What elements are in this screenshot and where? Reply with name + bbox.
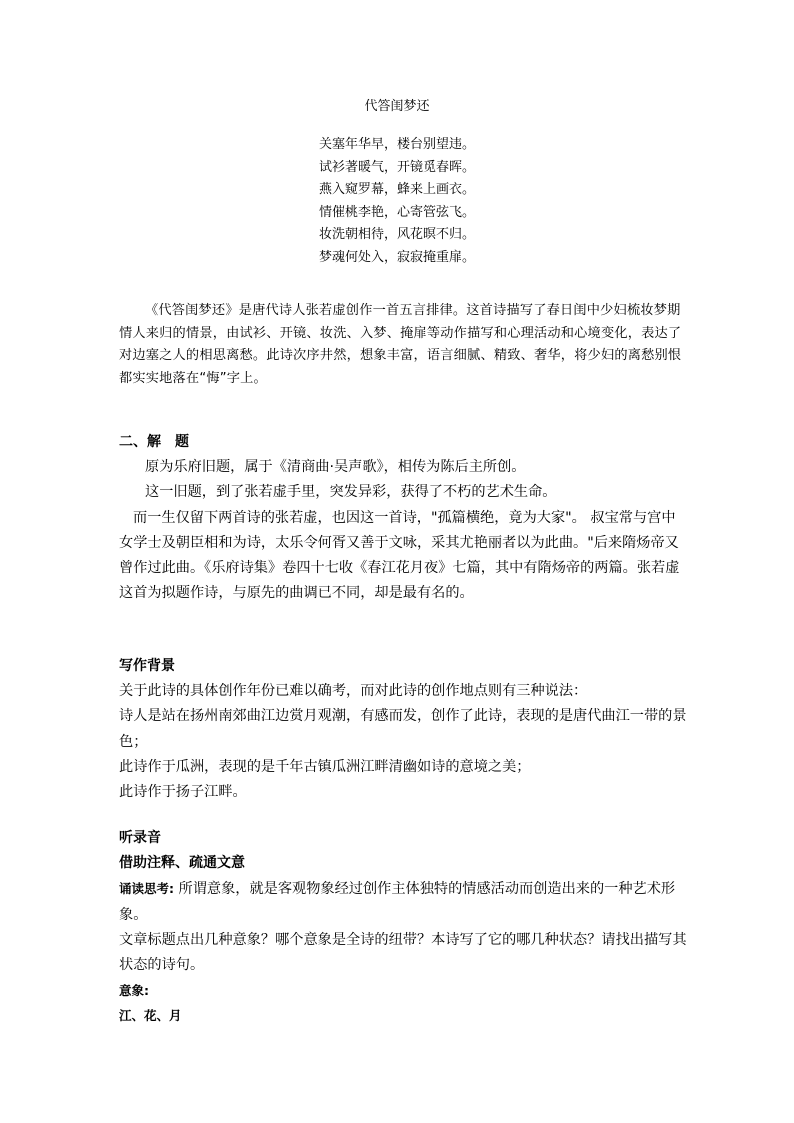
paragraph: 诗人是站在扬州南郊曲江边赏月观潮，有感而发，创作了此诗，表现的是唐代曲江一带的景色；: [119, 708, 687, 750]
intro-section: [119, 300, 687, 390]
paragraph: 此诗作于瓜洲，表现的是千年古镇瓜洲江畔清幽如诗的意境之美；: [119, 758, 531, 775]
imagery-items: 江、花、月: [119, 1008, 182, 1024]
section-background: [119, 654, 689, 805]
paragraph: 此诗作于扬子江畔。: [119, 784, 247, 801]
paragraph: 这一旧题，到了张若虚手里，突发异彩，获得了不朽的艺术生命。: [145, 484, 557, 501]
poem-line: 梦魂何处入，寂寂掩重扉。: [318, 249, 475, 265]
poem-body: [0, 134, 794, 269]
section-heading: 二、解 题: [119, 434, 189, 450]
section-listening: [119, 826, 689, 1029]
paragraph: 关于此诗的具体创作年份已难以确考，而对此诗的创作地点则有三种说法：: [119, 683, 588, 700]
paragraph: [119, 876, 689, 927]
poem-line: 妆洗朝相待，风花暝不归。: [318, 227, 475, 242]
poem-title: 代答闺梦还: [364, 99, 430, 114]
paragraph: 而一生仅留下两首诗的张若虚，也因这一首诗，"孤篇横绝，竟为大家"。 叔宝常与宫中女学士及朝臣相和为诗，太乐令何胥又善于文咏，采其尤艳丽者以为此曲。"后来隋炀帝又曾作过此曲。《乐府诗集》卷四十七收《春江花月夜》七篇，其中有隋炀帝的两篇。张若虚这首为拟题作诗，与原先的曲调已不同，却是最有名的。: [119, 509, 680, 602]
poem-line: 关塞年华早，楼台别望违。: [318, 137, 475, 152]
section-subheading: 借助注释、疏通文意: [119, 855, 245, 872]
imagery-label: 意象:: [119, 983, 149, 999]
poem-line: 燕入窥罗幕，蜂来上画衣。: [318, 182, 475, 197]
section-interpretation: [119, 430, 689, 606]
paragraph: 文章标题点出几种意象？哪个意象是全诗的纽带？本诗写了它的哪几种状态？请找出描写其状态的诗句。: [119, 931, 687, 974]
section-heading: 听录音: [119, 830, 161, 846]
poem-line: 试衫著暖气，开镜觅春晖。: [318, 159, 475, 175]
paragraph: 原为乐府旧题，属于《清商曲·吴声歌》，相传为陈后主所创。: [145, 459, 526, 476]
poem-line: 情催桃李艳，心寄管弦飞。: [318, 204, 475, 220]
reading-label: 诵读思考:: [119, 881, 174, 897]
intro-paragraph: 《代答闺梦还》是唐代诗人张若虚创作一首五言排律。这首诗描写了春日闺中少妇梳妆梦期情人来归的情景，由试衫、开镜、妆洗、入梦、掩扉等动作描写和心理活动和心境变化，表达了对边塞之人的相思离愁。此诗次序井然，想象丰富，语言细腻、精致、奢华，将少妇的离愁别恨都实实地落在“悔”字上。: [119, 303, 682, 386]
reading-text: 所谓意象，就是客观物象经过创作主体独特的情感活动而创造出来的一种艺术形象。: [119, 881, 676, 923]
section-heading: 写作背景: [119, 658, 175, 674]
